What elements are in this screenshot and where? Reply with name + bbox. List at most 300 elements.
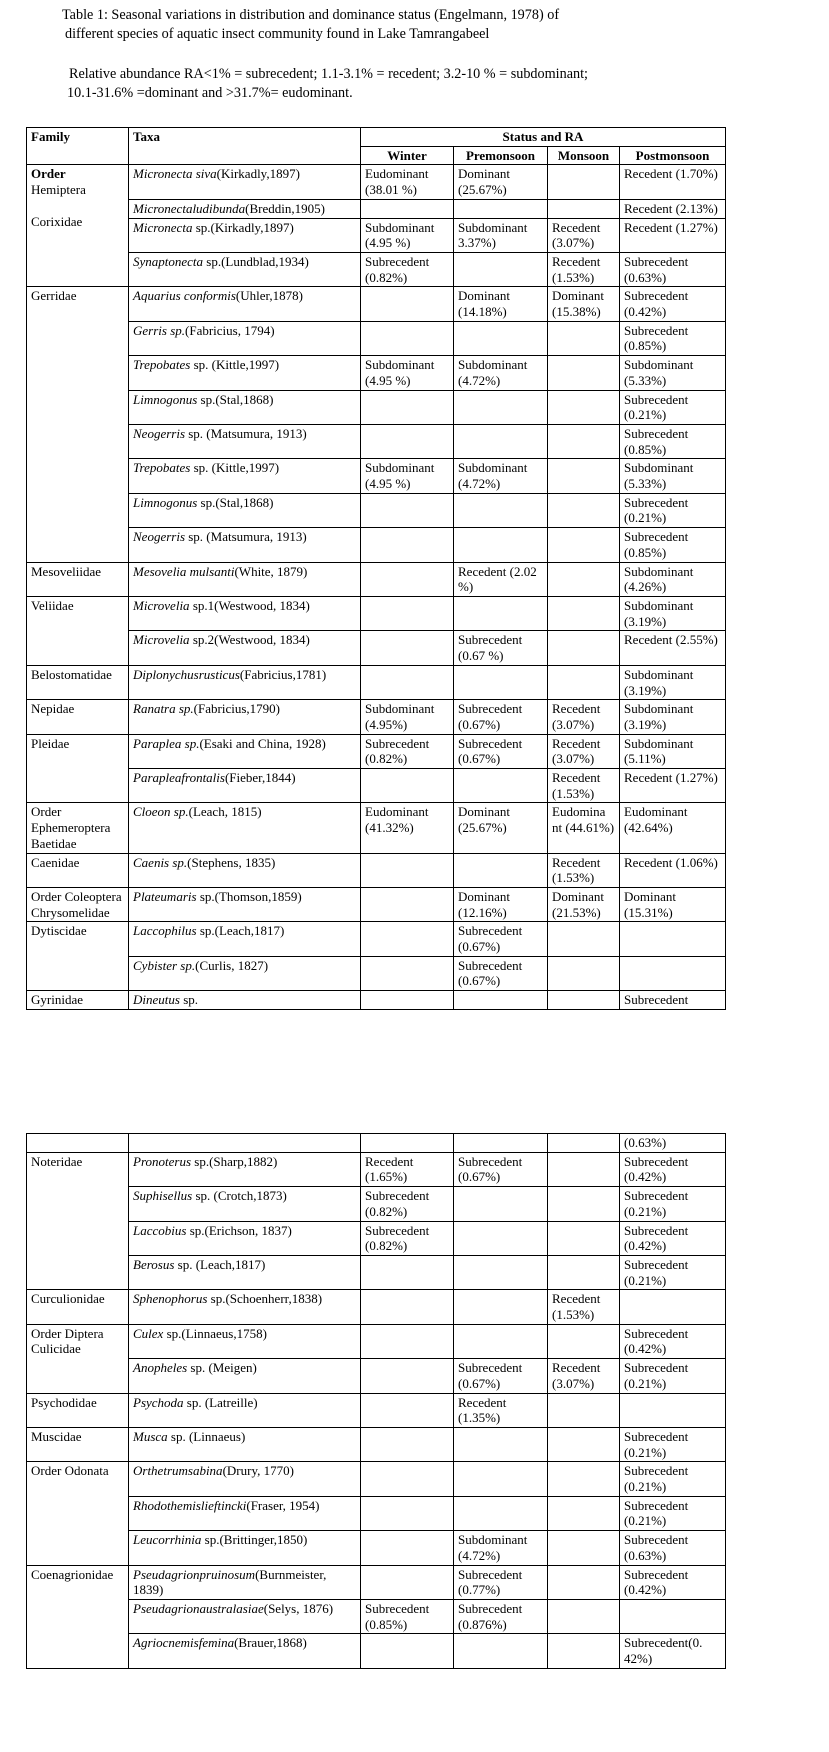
taxon-cell	[129, 252, 361, 286]
taxon-genus: Neogerris	[133, 529, 185, 545]
table-caption	[62, 6, 762, 44]
family-cell	[27, 1134, 129, 1153]
winter-header: Winter	[361, 146, 454, 165]
taxon-genus: Cybister sp.	[133, 957, 196, 973]
taxon-genus: Paraplea sp.	[133, 735, 200, 751]
taxon-cell	[129, 1427, 361, 1461]
taxon-genus: Orthetrumsabina	[133, 1463, 223, 1479]
taxon-genus: Micronecta siva	[133, 166, 217, 182]
table-row	[27, 1324, 726, 1358]
premonsoon-status-cell	[454, 1187, 548, 1221]
table-row	[27, 1393, 726, 1427]
postmonsoon-status-cell: Subdominant (3.19%)	[620, 700, 726, 734]
postmonsoon-status-cell: Subrecedent (0.42%)	[620, 287, 726, 321]
postmonsoon-status-cell: Subrecedent (0.85%)	[620, 321, 726, 355]
taxon-cell	[129, 769, 361, 803]
monsoon-status-cell: Dominant (15.38%)	[548, 287, 620, 321]
winter-status-cell	[361, 596, 454, 630]
postmonsoon-status-cell: Subrecedent (0.42%)	[620, 1152, 726, 1186]
postmonsoon-status-cell: Subdominant (4.26%)	[620, 562, 726, 596]
taxon-authority: sp.1(Westwood, 1834)	[189, 597, 310, 613]
monsoon-status-cell	[548, 562, 620, 596]
taxon-genus: Ranatra sp.	[133, 701, 194, 717]
monsoon-status-cell	[548, 390, 620, 424]
monsoon-status-cell	[548, 1324, 620, 1358]
family-name-corixidae: Corixidae	[31, 213, 83, 229]
taxon-genus: Trepobates	[133, 357, 191, 373]
winter-status-cell	[361, 922, 454, 956]
taxon-authority: (Curlis, 1827)	[195, 957, 269, 973]
family-cell	[27, 165, 129, 287]
taxon-cell	[129, 1359, 361, 1393]
postmonsoon-status-cell: Subrecedent (0.21%)	[620, 1496, 726, 1530]
taxon-authority: sp.(Stal,1868)	[197, 494, 274, 510]
taxon-cell	[129, 991, 361, 1010]
status-table-part-1	[26, 127, 726, 1010]
premonsoon-status-cell: Dominant (25.67%)	[454, 165, 548, 199]
taxon-authority: (White, 1879)	[234, 563, 308, 579]
family-cell: Coenagrionidae	[27, 1565, 129, 1668]
monsoon-status-cell	[548, 459, 620, 493]
monsoon-status-cell	[548, 1152, 620, 1186]
winter-status-cell	[361, 887, 454, 921]
table-row	[27, 1221, 726, 1255]
postmonsoon-status-cell: Dominant (15.31%)	[620, 887, 726, 921]
premonsoon-status-cell	[454, 596, 548, 630]
monsoon-status-cell	[548, 493, 620, 527]
taxon-cell	[129, 1187, 361, 1221]
winter-status-cell	[361, 1359, 454, 1393]
premonsoon-status-cell: Recedent (2.02 %)	[454, 562, 548, 596]
taxon-genus: Neogerris	[133, 425, 185, 441]
taxon-authority: sp. (Linnaeus)	[167, 1428, 246, 1444]
table-row	[27, 252, 726, 286]
table-row	[27, 1290, 726, 1324]
family-cell: Gyrinidae	[27, 991, 129, 1010]
premonsoon-status-cell	[454, 321, 548, 355]
table-row	[27, 956, 726, 990]
premonsoon-status-cell: Subrecedent (0.67%)	[454, 734, 548, 768]
winter-status-cell: Subrecedent (0.82%)	[361, 1187, 454, 1221]
taxon-authority: sp. (Leach,1817)	[174, 1256, 266, 1272]
winter-status-cell	[361, 424, 454, 458]
premonsoon-header: Premonsoon	[454, 146, 548, 165]
table-row	[27, 459, 726, 493]
premonsoon-status-cell	[454, 493, 548, 527]
taxon-cell	[129, 424, 361, 458]
taxon-genus: Laccophilus	[133, 923, 197, 939]
premonsoon-status-cell: Subrecedent (0.67%)	[454, 956, 548, 990]
postmonsoon-status-cell: Subrecedent (0.21%)	[620, 1359, 726, 1393]
postmonsoon-status-cell: Subrecedent (0.85%)	[620, 528, 726, 562]
postmonsoon-status-cell: Subrecedent (0.42%)	[620, 1221, 726, 1255]
monsoon-status-cell: Recedent (3.07%)	[548, 218, 620, 252]
taxon-cell	[129, 631, 361, 665]
taxon-cell	[129, 199, 361, 218]
table-body-part-2	[27, 1134, 726, 1669]
postmonsoon-status-cell: Recedent (1.70%)	[620, 165, 726, 199]
taxon-cell	[129, 165, 361, 199]
monsoon-status-cell: Eudomina nt (44.61%)	[548, 803, 620, 853]
premonsoon-status-cell: Subrecedent (0.67 %)	[454, 631, 548, 665]
taxon-authority: (Fieber,1844)	[224, 770, 296, 786]
winter-status-cell	[361, 493, 454, 527]
postmonsoon-status-cell: Subrecedent	[620, 991, 726, 1010]
table-row	[27, 700, 726, 734]
abundance-note	[62, 65, 762, 103]
winter-status-cell	[361, 1255, 454, 1289]
postmonsoon-header: Postmonsoon	[620, 146, 726, 165]
premonsoon-status-cell: Dominant (25.67%)	[454, 803, 548, 853]
postmonsoon-status-cell: Subrecedent (0.21%)	[620, 1427, 726, 1461]
postmonsoon-status-cell: Recedent (1.06%)	[620, 853, 726, 887]
taxon-authority: sp. (Crotch,1873)	[192, 1188, 287, 1204]
monsoon-status-cell	[548, 1393, 620, 1427]
monsoon-status-cell	[548, 1255, 620, 1289]
table-row	[27, 1255, 726, 1289]
monsoon-status-cell	[548, 356, 620, 390]
winter-status-cell	[361, 1393, 454, 1427]
table-row	[27, 853, 726, 887]
table-row	[27, 769, 726, 803]
taxon-genus: Pseudagrionpruinosum	[133, 1566, 256, 1582]
abundance-note-line-2: 10.1-31.6% =dominant and >31.7%= eudominant.	[67, 85, 353, 101]
monsoon-status-cell	[548, 1427, 620, 1461]
taxon-genus: Psychoda	[133, 1394, 184, 1410]
winter-status-cell	[361, 1290, 454, 1324]
winter-status-cell: Subrecedent (0.82%)	[361, 252, 454, 286]
monsoon-status-cell: Recedent (1.53%)	[548, 1290, 620, 1324]
winter-status-cell	[361, 1427, 454, 1461]
taxon-genus: Trepobates	[133, 460, 191, 476]
taxon-genus: Pronoterus	[133, 1153, 192, 1169]
taxon-cell	[129, 853, 361, 887]
monsoon-status-cell: Recedent (3.07%)	[548, 734, 620, 768]
taxon-authority: (Drury, 1770)	[222, 1463, 294, 1479]
table-row	[27, 165, 726, 199]
table-row	[27, 1187, 726, 1221]
premonsoon-status-cell	[454, 390, 548, 424]
taxon-genus: Pseudagrionaustralasiae	[133, 1600, 264, 1616]
table-row	[27, 321, 726, 355]
taxon-cell	[129, 287, 361, 321]
taxon-cell	[129, 1496, 361, 1530]
taxa-header: Taxa	[129, 128, 361, 165]
premonsoon-status-cell: Dominant (12.16%)	[454, 887, 548, 921]
table-row	[27, 803, 726, 853]
taxon-cell	[129, 1393, 361, 1427]
taxon-genus: Diplonychusrusticus	[133, 666, 240, 682]
monsoon-status-cell	[548, 1531, 620, 1565]
status-table-part-2	[26, 1133, 726, 1669]
winter-status-cell: Subdominant (4.95 %)	[361, 356, 454, 390]
winter-status-cell	[361, 1634, 454, 1668]
monsoon-status-cell	[548, 321, 620, 355]
family-cell: Nepidae	[27, 700, 129, 734]
table-row	[27, 493, 726, 527]
monsoon-status-cell: Recedent (3.07%)	[548, 1359, 620, 1393]
winter-status-cell	[361, 321, 454, 355]
monsoon-status-cell	[548, 1134, 620, 1153]
taxon-authority: sp.(Erichson, 1837)	[186, 1222, 292, 1238]
winter-status-cell	[361, 1134, 454, 1153]
postmonsoon-status-cell	[620, 1393, 726, 1427]
taxon-cell	[129, 390, 361, 424]
postmonsoon-status-cell: Subdominant (5.11%)	[620, 734, 726, 768]
monsoon-status-cell	[548, 424, 620, 458]
family-cell: Noteridae	[27, 1152, 129, 1290]
winter-status-cell	[361, 1496, 454, 1530]
postmonsoon-status-cell: Subrecedent (0.42%)	[620, 1324, 726, 1358]
family-cell: Pleidae	[27, 734, 129, 803]
taxon-cell	[129, 596, 361, 630]
table-row	[27, 218, 726, 252]
taxon-cell	[129, 356, 361, 390]
table-row	[27, 1359, 726, 1393]
taxon-cell	[129, 922, 361, 956]
taxon-authority: sp.2(Westwood, 1834)	[189, 632, 310, 648]
taxon-genus: Micronecta	[133, 219, 193, 235]
premonsoon-status-cell	[454, 1221, 548, 1255]
postmonsoon-status-cell	[620, 1599, 726, 1633]
taxon-cell	[129, 700, 361, 734]
winter-status-cell: Subrecedent (0.85%)	[361, 1599, 454, 1633]
taxon-authority: sp.(Schoenherr,1838)	[207, 1291, 323, 1307]
postmonsoon-status-cell: (0.63%)	[620, 1134, 726, 1153]
taxon-genus: Limnogonus	[133, 494, 198, 510]
table-row	[27, 887, 726, 921]
taxon-cell	[129, 1152, 361, 1186]
taxon-cell	[129, 1255, 361, 1289]
premonsoon-status-cell	[454, 769, 548, 803]
postmonsoon-status-cell: Subrecedent (0.21%)	[620, 1255, 726, 1289]
postmonsoon-status-cell	[620, 956, 726, 990]
taxon-genus: Berosus	[133, 1256, 175, 1272]
table-row	[27, 631, 726, 665]
postmonsoon-status-cell: Recedent (1.27%)	[620, 769, 726, 803]
taxon-genus: Anopheles	[133, 1360, 188, 1376]
premonsoon-status-cell	[454, 1427, 548, 1461]
table-row	[27, 424, 726, 458]
taxon-cell	[129, 734, 361, 768]
taxon-authority: (Uhler,1878)	[235, 288, 303, 304]
family-cell: Order Coleoptera Chrysomelidae	[27, 887, 129, 921]
family-header: Family	[27, 128, 129, 165]
monsoon-status-cell	[548, 528, 620, 562]
monsoon-status-cell	[548, 1496, 620, 1530]
monsoon-status-cell: Recedent (1.53%)	[548, 769, 620, 803]
postmonsoon-status-cell: Subrecedent (0.21%)	[620, 390, 726, 424]
taxon-cell	[129, 1462, 361, 1496]
header-row-1	[27, 128, 726, 147]
postmonsoon-status-cell: Subdominant (5.33%)	[620, 459, 726, 493]
family-cell: Muscidae	[27, 1427, 129, 1461]
premonsoon-status-cell: Subdominant 3.37%)	[454, 218, 548, 252]
postmonsoon-status-cell	[620, 922, 726, 956]
taxon-authority: sp. (Matsumura, 1913)	[185, 425, 307, 441]
premonsoon-status-cell: Subrecedent (0.77%)	[454, 1565, 548, 1599]
premonsoon-status-cell	[454, 1324, 548, 1358]
taxon-authority: (Fraser, 1954)	[246, 1497, 320, 1513]
postmonsoon-status-cell: Eudominant (42.64%)	[620, 803, 726, 853]
taxon-genus: Mesovelia mulsanti	[133, 563, 235, 579]
taxon-cell	[129, 528, 361, 562]
taxon-authority: sp.	[179, 992, 199, 1008]
taxon-cell	[129, 1290, 361, 1324]
taxon-genus: Rhodothemislieftincki	[133, 1497, 247, 1513]
postmonsoon-status-cell: Subrecedent (0.21%)	[620, 1187, 726, 1221]
table-row	[27, 1634, 726, 1668]
postmonsoon-status-cell: Subdominant (3.19%)	[620, 596, 726, 630]
table-row	[27, 665, 726, 699]
table-row	[27, 596, 726, 630]
taxon-authority: sp.(Brittinger,1850)	[201, 1532, 308, 1548]
taxon-genus: Limnogonus	[133, 391, 198, 407]
taxon-genus: Cloeon sp.	[133, 804, 189, 820]
postmonsoon-status-cell: Subrecedent (0.63%)	[620, 252, 726, 286]
monsoon-status-cell	[548, 1462, 620, 1496]
taxon-genus: Sphenophorus	[133, 1291, 208, 1307]
taxon-genus: Parapleafrontalis	[133, 770, 225, 786]
monsoon-status-cell: Dominant (21.53%)	[548, 887, 620, 921]
premonsoon-status-cell	[454, 1134, 548, 1153]
table-row	[27, 991, 726, 1010]
winter-status-cell	[361, 991, 454, 1010]
family-cell: Curculionidae	[27, 1290, 129, 1324]
taxon-cell	[129, 665, 361, 699]
taxon-genus: Laccobius	[133, 1222, 187, 1238]
taxon-authority: (Fabricius,1790)	[193, 701, 280, 717]
family-cell: Order Odonata	[27, 1462, 129, 1565]
taxon-genus: Leucorrhinia	[133, 1532, 202, 1548]
taxon-authority: (Fabricius,1781)	[239, 666, 327, 682]
table-row	[27, 199, 726, 218]
taxon-authority: (Kirkadly,1897)	[216, 166, 300, 182]
monsoon-status-cell	[548, 922, 620, 956]
table-row	[27, 562, 726, 596]
taxon-authority: (Fabricius, 1794)	[185, 322, 275, 338]
monsoon-status-cell	[548, 665, 620, 699]
postmonsoon-status-cell	[620, 1290, 726, 1324]
premonsoon-status-cell: Recedent (1.35%)	[454, 1393, 548, 1427]
table-row	[27, 356, 726, 390]
postmonsoon-status-cell: Subrecedent (0.21%)	[620, 493, 726, 527]
premonsoon-status-cell: Subrecedent (0.67%)	[454, 700, 548, 734]
premonsoon-status-cell	[454, 199, 548, 218]
winter-status-cell	[361, 631, 454, 665]
premonsoon-status-cell	[454, 1634, 548, 1668]
taxon-cell	[129, 1134, 361, 1153]
taxon-cell	[129, 1634, 361, 1668]
postmonsoon-status-cell: Subrecedent (0.42%)	[620, 1565, 726, 1599]
monsoon-status-cell	[548, 1565, 620, 1599]
premonsoon-status-cell	[454, 853, 548, 887]
premonsoon-status-cell: Dominant (14.18%)	[454, 287, 548, 321]
taxon-authority: (Burnmeister, 1839)	[133, 1566, 327, 1598]
premonsoon-status-cell	[454, 1255, 548, 1289]
taxon-genus: Aquarius conformis	[133, 288, 236, 304]
monsoon-status-cell	[548, 1221, 620, 1255]
family-cell: Mesoveliidae	[27, 562, 129, 596]
postmonsoon-status-cell: Subrecedent (0.63%)	[620, 1531, 726, 1565]
table-row	[27, 1599, 726, 1633]
taxon-authority: (Stephens, 1835)	[187, 854, 276, 870]
family-cell: Order Ephemeroptera Baetidae	[27, 803, 129, 853]
winter-status-cell	[361, 528, 454, 562]
family-cell: Gerridae	[27, 287, 129, 562]
family-cell: Dytiscidae	[27, 922, 129, 991]
premonsoon-status-cell: Subrecedent (0.67%)	[454, 922, 548, 956]
taxon-authority: sp.(Linnaeus,1758)	[163, 1325, 267, 1341]
table-row	[27, 287, 726, 321]
postmonsoon-status-cell: Subdominant (5.33%)	[620, 356, 726, 390]
monsoon-status-cell	[548, 1187, 620, 1221]
taxon-authority: sp.(Lundblad,1934)	[203, 253, 309, 269]
premonsoon-status-cell: Subdominant (4.72%)	[454, 459, 548, 493]
taxon-authority: sp. (Matsumura, 1913)	[185, 529, 307, 545]
taxon-authority: sp.(Leach,1817)	[196, 923, 285, 939]
postmonsoon-status-cell: Subrecedent (0.21%)	[620, 1462, 726, 1496]
caption-line-1: Table 1: Seasonal variations in distribution and dominance status (Engelmann, 1978) of	[62, 7, 560, 23]
premonsoon-status-cell	[454, 1462, 548, 1496]
premonsoon-status-cell	[454, 665, 548, 699]
table-row	[27, 1531, 726, 1565]
taxon-cell	[129, 1324, 361, 1358]
postmonsoon-status-cell: Subdominant (3.19%)	[620, 665, 726, 699]
taxon-cell	[129, 562, 361, 596]
table-row	[27, 1134, 726, 1153]
taxon-genus: Synaptonecta	[133, 253, 204, 269]
premonsoon-status-cell	[454, 1496, 548, 1530]
premonsoon-status-cell	[454, 252, 548, 286]
family-cell: Belostomatidae	[27, 665, 129, 699]
winter-status-cell: Subrecedent (0.82%)	[361, 734, 454, 768]
monsoon-status-cell	[548, 1634, 620, 1668]
postmonsoon-status-cell: Recedent (2.55%)	[620, 631, 726, 665]
monsoon-status-cell	[548, 631, 620, 665]
premonsoon-status-cell: Subrecedent (0.876%)	[454, 1599, 548, 1633]
winter-status-cell	[361, 1462, 454, 1496]
taxon-authority: (Breddin,1905)	[245, 200, 325, 216]
postmonsoon-status-cell: Subrecedent(0. 42%)	[620, 1634, 726, 1668]
table-row	[27, 1496, 726, 1530]
winter-status-cell: Eudominant (41.32%)	[361, 803, 454, 853]
taxon-authority: (Esaki and China, 1928)	[199, 735, 326, 751]
winter-status-cell	[361, 562, 454, 596]
abundance-note-line-1: Relative abundance RA<1% = subrecedent; 1.1-3.1% = recedent; 3.2-10 % = subdominant;	[69, 66, 588, 82]
winter-status-cell: Subdominant (4.95 %)	[361, 459, 454, 493]
monsoon-status-cell	[548, 596, 620, 630]
taxon-authority: sp.(Kirkadly,1897)	[192, 219, 294, 235]
taxon-authority: (Selys, 1876)	[263, 1600, 334, 1616]
family-cell: Veliidae	[27, 596, 129, 665]
taxon-authority: sp.(Thomson,1859)	[196, 888, 302, 904]
caption-line-2: different species of aquatic insect community found in Lake Tamrangabeel	[65, 26, 490, 42]
taxon-genus: Suphisellus	[133, 1188, 193, 1204]
winter-status-cell: Subdominant (4.95 %)	[361, 218, 454, 252]
monsoon-status-cell	[548, 199, 620, 218]
premonsoon-status-cell: Subdominant (4.72%)	[454, 356, 548, 390]
premonsoon-status-cell	[454, 991, 548, 1010]
winter-status-cell	[361, 1565, 454, 1599]
taxon-authority: (Brauer,1868)	[234, 1635, 307, 1651]
taxon-genus: Musca	[133, 1428, 168, 1444]
premonsoon-status-cell: Subdominant (4.72%)	[454, 1531, 548, 1565]
monsoon-status-cell	[548, 956, 620, 990]
premonsoon-status-cell: Subrecedent (0.67%)	[454, 1152, 548, 1186]
taxon-authority: (Leach, 1815)	[188, 804, 262, 820]
monsoon-header: Monsoon	[548, 146, 620, 165]
